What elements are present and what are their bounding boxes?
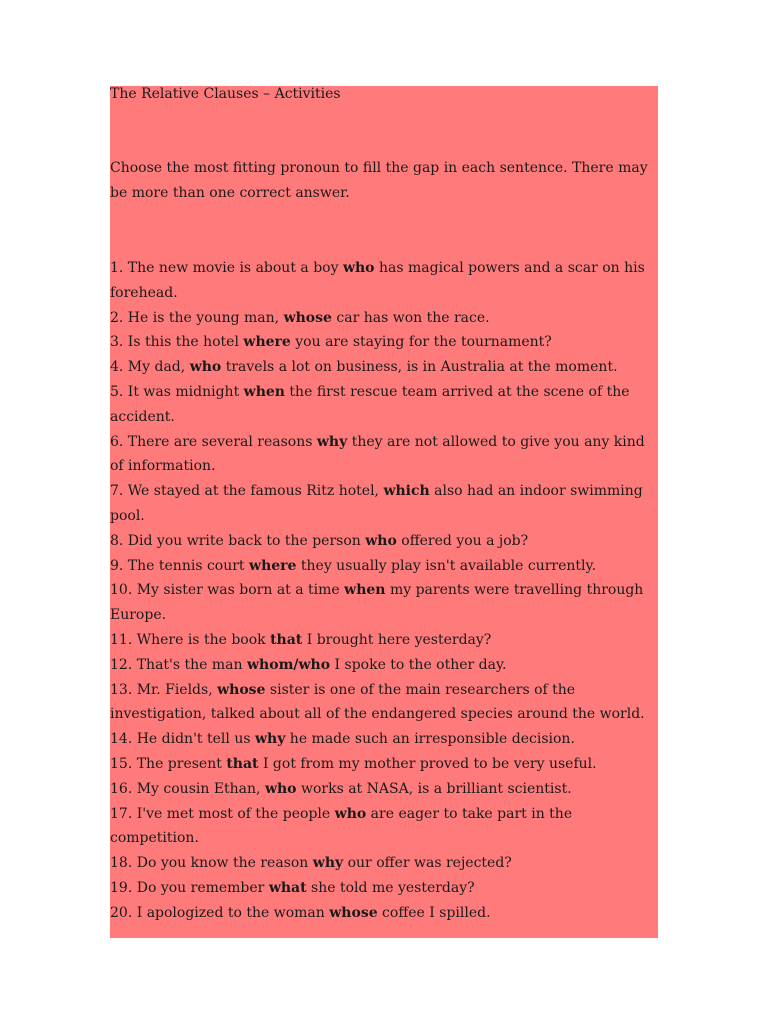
item-text-before: 19. Do you remember [110,879,269,896]
exercise-item [110,752,658,777]
item-text-after: I spoke to the other day. [330,656,507,673]
exercise-item [110,380,658,430]
exercise-item [110,529,658,554]
item-text-after: you are staying for the tournament? [290,334,552,351]
answer-word: who [342,260,375,276]
answer-word: why [312,855,344,872]
item-text-before: 6. There are several reasons [110,433,317,450]
exercise-item [110,777,658,802]
answer-word: what [268,879,307,896]
exercise-item [110,306,658,331]
item-text-after: works at NASA, is a brilliant scientist. [296,780,572,797]
instructions-text: Choose the most fitting pronoun to fill the gap in each sentence. There may be more than one correct answer. [110,160,648,201]
exercise-item [110,430,658,480]
item-text-before: 5. It was midnight [110,383,244,400]
answer-word: where [243,334,291,351]
item-text-before: 2. He is the young man, [110,309,284,326]
exercise-item [110,628,658,653]
item-text-after: also had an indoor swimming pool. [110,483,643,524]
answer-word: whose [283,309,332,326]
exercise-item [110,678,658,728]
exercise-item [110,802,658,852]
item-text-before: 17. I've met most of the people [110,805,335,822]
item-text-before: 16. My cousin Ethan, [110,780,265,797]
exercise-item [110,727,658,752]
exercise-item [110,256,658,306]
item-text-before: 20. I apologized to the woman [110,904,330,921]
item-text-before: 9. The tennis court [110,557,250,574]
exercise-item [110,851,658,876]
item-text-after: the first rescue team arrived at the scene of the accident. [110,383,630,425]
answer-word: whose [329,904,378,921]
answer-word: whom/who [247,656,331,673]
item-text-after: coffee I spilled. [377,904,491,921]
item-text-before: 15. The present [110,755,227,772]
item-text-after: they usually play isn't available currently. [296,557,597,574]
exercise-item [110,355,658,380]
item-text-after: he made such an irresponsible decision. [285,731,575,748]
item-text-after: has magical powers and a scar on his forehead. [110,260,645,301]
item-text-after: I got from my mother proved to be very useful. [258,755,597,772]
item-text-after: I brought here yesterday? [302,631,492,648]
item-text-before: 7. We stayed at the famous Ritz hotel, [110,483,384,500]
document-title: The Relative Clauses – Activities [110,86,341,102]
answer-word: when [344,582,386,599]
answer-word: who [334,805,367,822]
exercise-item [110,901,658,926]
answer-word: when [243,383,285,400]
item-text-before: 3. Is this the hotel [110,334,244,351]
answer-word: that [226,755,259,772]
item-text-after: she told me yesterday? [306,879,475,896]
item-text-after: travels a lot on business, is in Australia at the moment. [221,359,618,376]
answer-word: which [383,483,430,500]
answer-word: whose [217,681,266,698]
answer-word: who [264,780,297,797]
answer-word: where [249,557,297,574]
item-text-before: 10. My sister was born at a time [110,582,345,599]
exercise-item [110,876,658,901]
answer-word: that [270,631,303,648]
answer-word: why [254,731,286,748]
answer-word: who [189,359,222,376]
exercise-item [110,653,658,678]
exercise-item [110,330,658,355]
item-text-before: 18. Do you know the reason [110,855,313,872]
item-text-before: 11. Where is the book [110,631,271,648]
item-text-after: car has won the race. [331,309,490,326]
item-text-after: our offer was rejected? [343,855,512,872]
item-text-after: sister is one of the main researchers of the investigation, talked about all of the endangered species around the world. [110,681,645,723]
exercise-item [110,479,658,529]
answer-word: who [365,532,397,549]
item-text-after: offered you a job? [396,532,529,549]
item-text-before: 4. My dad, [110,359,190,376]
exercise-item [110,554,658,579]
exercise-item [110,578,658,628]
item-text-before: 13. Mr. Fields, [110,681,218,698]
item-text-after: they are not allowed to give you any kind of information. [110,433,645,475]
answer-word: why [316,433,348,450]
item-text-before: 1. The new movie is about a boy [110,260,343,276]
item-text-after: my parents were travelling through Europe. [110,582,644,624]
item-text-before: 8. Did you write back to the person [110,532,366,549]
item-text-before: 12. That's the man [110,656,247,673]
item-text-after: are eager to take part in the competition. [110,805,573,847]
exercise-list [110,256,658,926]
item-text-before: 14. He didn't tell us [110,731,255,748]
